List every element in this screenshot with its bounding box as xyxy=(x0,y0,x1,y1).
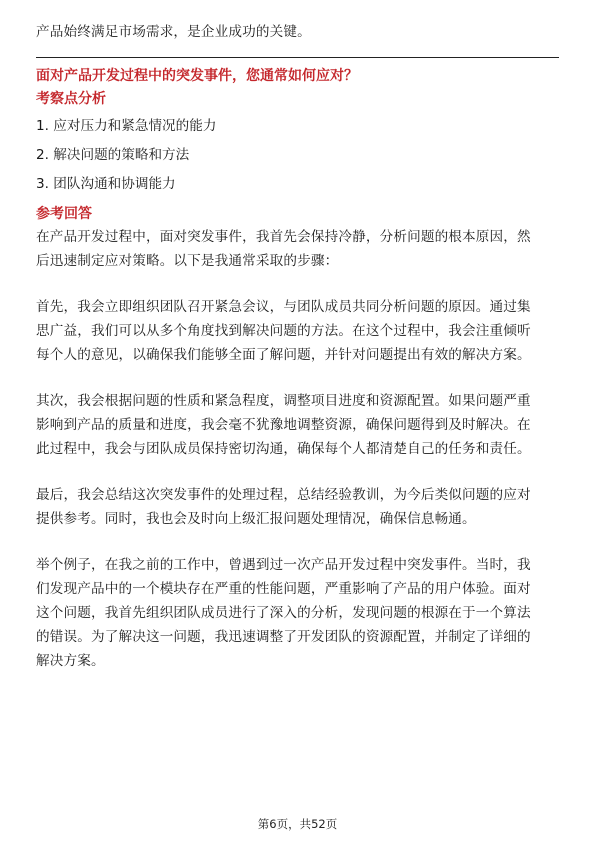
document-page xyxy=(36,20,559,673)
answer-line: 提供参考。同时，我也会及时向上级汇报问题处理情况，确保信息畅通。 xyxy=(36,511,476,527)
answer-line: 此过程中，我会与团队成员保持密切沟通，确保每个人都清楚自己的任务和责任。 xyxy=(36,441,531,457)
answer-paragraph xyxy=(36,483,559,531)
answer-line: 后迅速制定应对策略。以下是我通常采取的步骤： xyxy=(36,253,339,269)
answer-line: 首先，我会立即组织团队召开紧急会议，与团队成员共同分析问题的原因。通过集 xyxy=(36,299,531,315)
question-heading: 面对产品开发过程中的突发事件，您通常如何应对？ xyxy=(36,68,358,84)
answer-line: 思广益，我们可以从多个角度找到解决问题的方法。在这个过程中，我会注重倾听 xyxy=(36,323,531,339)
answer-line: 其次，我会根据问题的性质和紧急程度，调整项目进度和资源配置。如果问题严重 xyxy=(36,393,531,409)
intro-line: 产品始终满足市场需求，是企业成功的关键。 xyxy=(36,24,311,40)
answer-paragraph xyxy=(36,225,559,273)
answer-line: 在产品开发过程中，面对突发事件，我首先会保持冷静，分析问题的根本原因，然 xyxy=(36,229,531,245)
answer-paragraph xyxy=(36,389,559,461)
answer-paragraph xyxy=(36,553,559,673)
answer-line: 解决方案。 xyxy=(36,653,105,669)
analysis-point: 1. 应对压力和紧急情况的能力 xyxy=(36,118,217,134)
answer-line: 最后，我会总结这次突发事件的处理过程，总结经验教训，为今后类似问题的应对 xyxy=(36,487,531,503)
answer-line: 影响到产品的质量和进度，我会毫不犹豫地调整资源，确保问题得到及时解决。在 xyxy=(36,417,531,433)
answer-line: 这个问题，我首先组织团队成员进行了深入的分析，发现问题的根源在于一个算法 xyxy=(36,605,531,621)
section-divider xyxy=(36,57,559,58)
answer-line: 举个例子，在我之前的工作中，曾遇到过一次产品开发过程中突发事件。当时，我 xyxy=(36,557,531,573)
answer-paragraph xyxy=(36,295,559,367)
answer-line: 的错误。为了解决这一问题，我迅速调整了开发团队的资源配置，并制定了详细的 xyxy=(36,629,531,645)
answer-title: 参考回答 xyxy=(36,206,92,222)
analysis-point: 3. 团队沟通和协调能力 xyxy=(36,176,176,192)
analysis-points xyxy=(36,112,559,199)
analysis-point: 2. 解决问题的策略和方法 xyxy=(36,147,190,163)
answer-line: 们发现产品中的一个模块存在严重的性能问题，严重影响了产品的用户体验。面对 xyxy=(36,581,531,597)
page-footer: 第6页，共52页 xyxy=(257,817,338,831)
analysis-title: 考察点分析 xyxy=(36,91,106,107)
answer-line: 每个人的意见，以确保我们能够全面了解问题，并针对问题提出有效的解决方案。 xyxy=(36,347,531,363)
